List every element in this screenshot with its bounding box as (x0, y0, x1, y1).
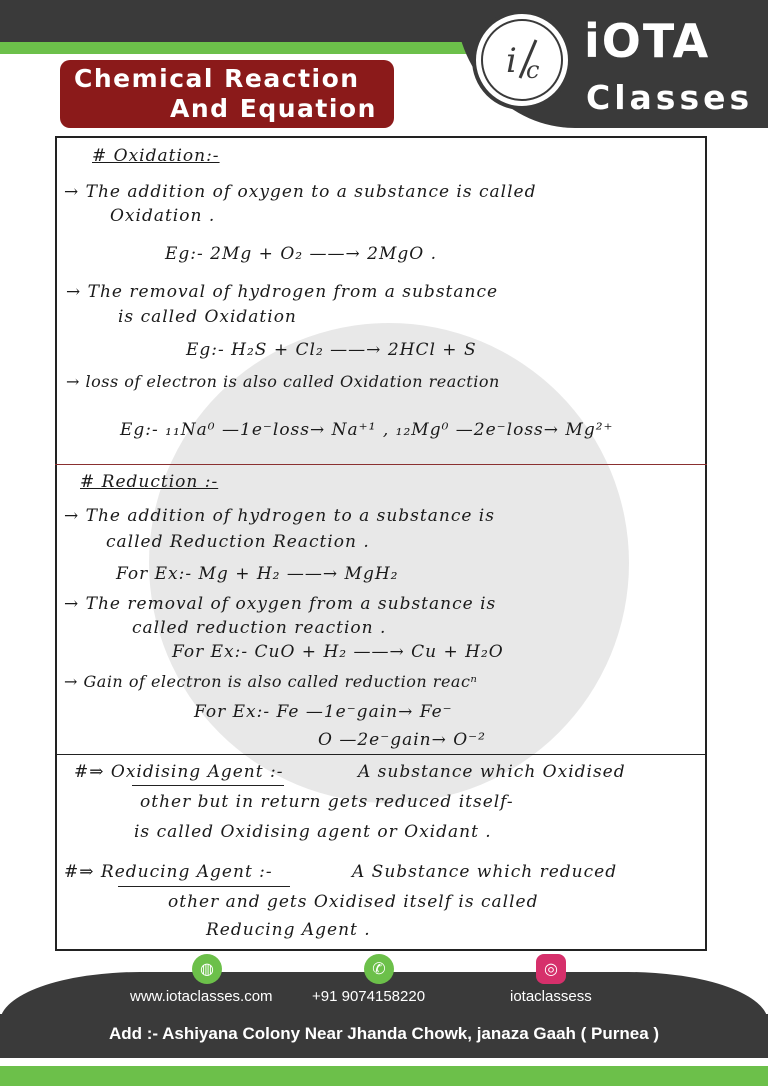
footer-address: Add :- Ashiyana Colony Near Jhanda Chowk, janaza Gaah ( Purnea ) (108, 1024, 660, 1043)
svg-text:i: i (506, 41, 517, 81)
reducing-agent-line1: A Substance which reduced (352, 862, 618, 882)
reduction-example2: For Ex:- CuO + H₂ ——→ Cu + H₂O (172, 642, 504, 662)
reduction-def3-line1: → Gain of electron is also called reduction reacⁿ (64, 672, 478, 691)
reducing-agent-line2: other and gets Oxidised itself is called (168, 892, 539, 912)
title-banner (60, 60, 394, 128)
oxidation-def1-line2: Oxidation . (110, 206, 216, 226)
footer-green-stripe (0, 1066, 768, 1086)
reducing-agent-line3: Reducing Agent . (206, 920, 371, 940)
brand-name: iOTA (584, 14, 711, 68)
oxidation-def2-line2: is called Oxidation (118, 307, 297, 327)
reduction-def1-line2: called Reduction Reaction . (106, 532, 370, 552)
footer-website-link[interactable]: www.iotaclasses.com (130, 988, 273, 1005)
oxidation-heading: # Oxidation:- (92, 146, 220, 166)
globe-icon: ◍ (192, 954, 222, 984)
reduction-example3b: O —2e⁻gain→ O⁻² (318, 730, 486, 750)
reducing-agent-underline (118, 886, 290, 887)
oxidising-agent-underline (132, 785, 284, 786)
reduction-heading: # Reduction :- (80, 472, 219, 492)
oxidising-agent-line1: A substance which Oxidised (358, 762, 626, 782)
reduction-example1: For Ex:- Mg + H₂ ——→ MgH₂ (116, 564, 399, 584)
reduction-def2-line1: → The removal of oxygen from a substance is (64, 594, 497, 614)
oxidation-example1: Eg:- 2Mg + O₂ ——→ 2MgO . (165, 244, 437, 264)
oxidation-def1-line1: → The addition of oxygen to a substance is called (64, 182, 537, 202)
oxidising-agent-line3: is called Oxidising agent or Oxidant . (134, 822, 492, 842)
oxidation-def3-line1: → loss of electron is also called Oxidation reaction (66, 372, 500, 391)
svg-text:c: c (526, 56, 540, 84)
oxidation-def2-line1: → The removal of hydrogen from a substance (66, 282, 499, 302)
whatsapp-icon: ✆ (364, 954, 394, 984)
section-divider-2 (55, 754, 707, 755)
footer-phone[interactable]: +91 9074158220 (312, 988, 426, 1005)
brand-subtitle: Classes (586, 78, 754, 117)
title-line-2: And Equation (170, 94, 377, 123)
oxidation-example2: Eg:- H₂S + Cl₂ ——→ 2HCl + S (186, 340, 477, 360)
footer-instagram-handle[interactable]: iotaclassess (510, 988, 592, 1005)
iota-seal-logo (472, 10, 572, 110)
instagram-icon: ◎ (536, 954, 566, 984)
reduction-example3a: For Ex:- Fe —1e⁻gain→ Fe⁻ (194, 702, 453, 722)
reduction-def2-line2: called reduction reaction . (132, 618, 387, 638)
oxidation-example3: Eg:- ₁₁Na⁰ —1e⁻loss→ Na⁺¹ , ₁₂Mg⁰ —2e⁻loss→ Mg²⁺ (120, 420, 614, 440)
seal-icon (476, 14, 568, 106)
oxidising-agent-line2: other but in return gets reduced itself- (140, 792, 514, 812)
title-line-1: Chemical Reaction (74, 64, 360, 93)
reducing-agent-label: #⇒ Reducing Agent :- (64, 862, 273, 882)
section-divider (55, 464, 707, 465)
oxidising-agent-label: #⇒ Oxidising Agent :- (74, 762, 284, 782)
reduction-def1-line1: → The addition of hydrogen to a substance is (64, 506, 495, 526)
